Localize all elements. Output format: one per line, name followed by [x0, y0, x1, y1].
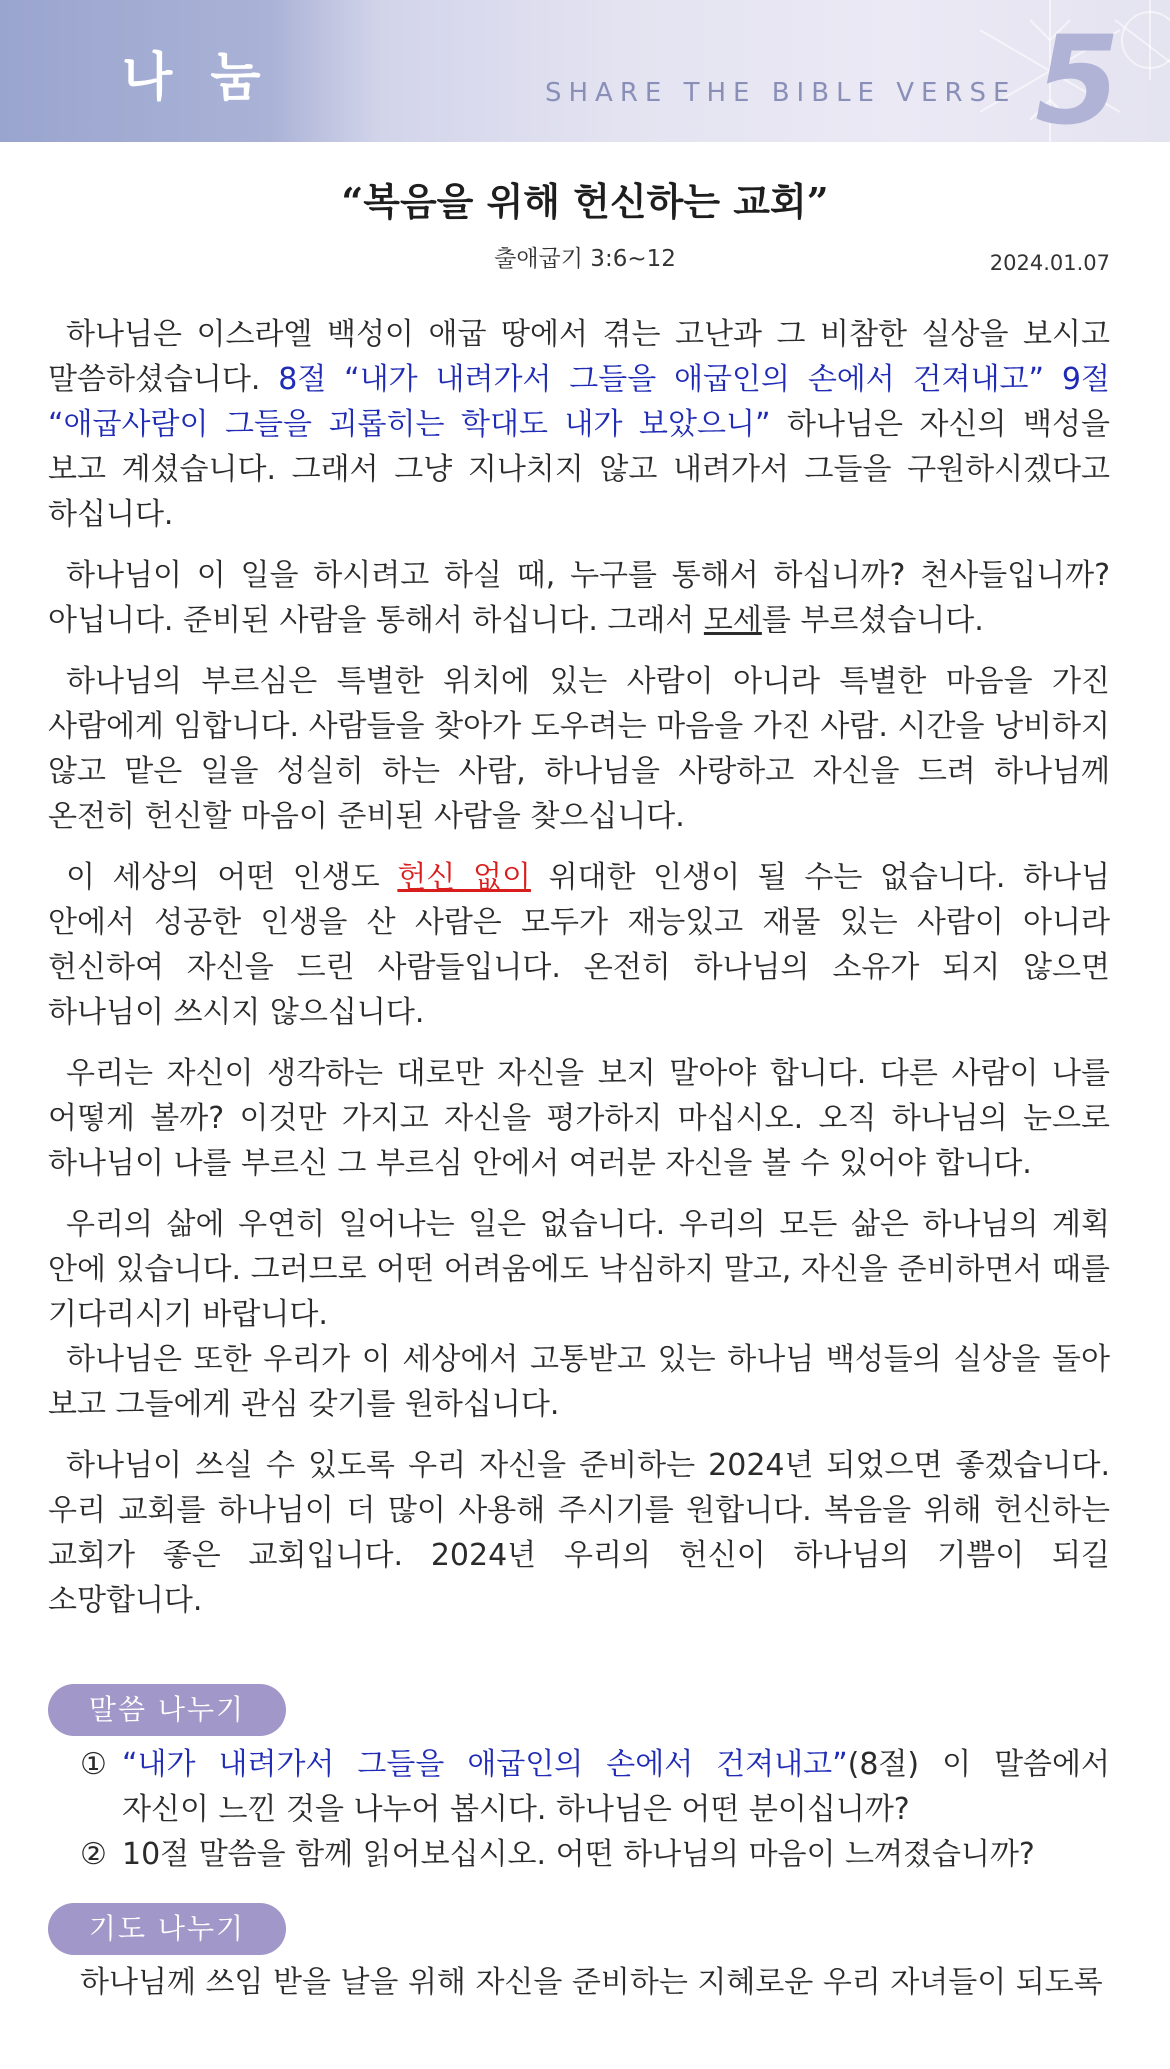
word-sharing-label: 말씀 나누기	[48, 1684, 286, 1736]
paragraph-1: 하나님은 이스라엘 백성이 애굽 땅에서 겪는 고난과 그 비참한 실상을 보시고 말씀하셨습니다. 8절 “내가 내려가서 그들을 애굽인의 손에서 건져내고” 9절 “애굽사람이 그들을 괴롭히는 학대도 내가 보았으니” 하나님은 자신의 백성을 보고 계셨습니다. 그래서 그냥 지나치지 않고 내려가서 그들을 구원하시겠다고 하십니다.	[48, 317, 1110, 532]
page-header	[0, 0, 1170, 142]
snowflake-decoration-icon	[850, 0, 1170, 142]
paragraph-8: 하나님이 쓰실 수 있도록 우리 자신을 준비하는 2024년 되었으면 좋겠습니다. 우리 교회를 하나님이 더 많이 사용해 주시기를 원합니다. 복음을 위해 헌신하는 교회가 좋은 교회입니다. 2024년 우리의 헌신이 하나님의 기쁨이 되길 소망합니다.	[48, 1448, 1110, 1618]
paragraph-3: 하나님의 부르심은 특별한 위치에 있는 사람이 아니라 특별한 마음을 가진 사람에게 임합니다. 사람들을 찾아가 도우려는 마음을 가진 사람. 시간을 낭비하지 않고 맡은 일을 성실히 하는 사람, 하나님을 사랑하고 자신을 드려 하나님께 온전히 헌신할 마음이 준비된 사람을 찾으십니다.	[48, 664, 1110, 834]
list-number: ①	[80, 1747, 107, 1782]
quoted-verse: 8절 “내가 내려가서 그들을 애굽인의 손에서 건져내고” 9절 “애굽사람이 그들을 괴롭히는 학대도 내가 보았으니”	[48, 362, 1110, 442]
emphasis-text: 헌신 없이	[397, 860, 531, 895]
list-item: ① “내가 내려가서 그들을 애굽인의 손에서 건져내고”(8절) 이 말씀에서 자신이 느낀 것을 나누어 봅시다. 하나님은 어떤 분이십니까?	[80, 1742, 1110, 1832]
prayer-text: 하나님께 쓰임 받을 날을 위해 자신을 준비하는 지혜로운 우리 자녀들이 되도록	[80, 1965, 1103, 2000]
paragraph-2: 하나님이 이 일을 하시려고 하실 때, 누구를 통해서 하십니까? 천사들입니까? 아닙니다. 준비된 사람을 통해서 하십니다. 그래서 모세를 부르셨습니다.	[48, 558, 1110, 638]
paragraph-7: 하나님은 또한 우리가 이 세상에서 고통받고 있는 하나님 백성들의 실상을 돌아 보고 그들에게 관심 갖기를 원하십니다.	[48, 1342, 1110, 1422]
header-number: 5	[1035, 10, 1120, 142]
sermon-date: 2024.01.07	[989, 251, 1110, 275]
quoted-verse: “내가 내려가서 그들을 애굽인의 손에서 건져내고”	[122, 1747, 848, 1782]
paragraph-6: 우리의 삶에 우연히 일어나는 일은 없습니다. 우리의 모든 삶은 하나님의 계획 안에 있습니다. 그러므로 어떤 어려움에도 낙심하지 말고, 자신을 준비하면서 때를 기다리시기 바랍니다.	[48, 1207, 1110, 1332]
prayer-sharing-label: 기도 나누기	[48, 1903, 286, 1955]
word-sharing-list	[80, 1742, 1110, 1877]
list-item: ② 10절 말씀을 함께 읽어보십시오. 어떤 하나님의 마음이 느껴졌습니까?	[80, 1832, 1110, 1877]
paragraph-5: 우리는 자신이 생각하는 대로만 자신을 보지 말아야 합니다. 다른 사람이 나를 어떻게 볼까? 이것만 가지고 자신을 평가하지 마십시오. 오직 하나님의 눈으로 하나님이 나를 부르신 그 부르심 안에서 여러분 자신을 볼 수 있어야 합니다.	[48, 1056, 1110, 1181]
header-title: 나 눔	[122, 48, 271, 108]
sermon-body	[48, 312, 1110, 1623]
sermon-title: “복음을 위해 헌신하는 교회”	[341, 179, 829, 224]
paragraph-4: 이 세상의 어떤 인생도 헌신 없이 위대한 인생이 될 수는 없습니다. 하나님 안에서 성공한 인생을 산 사람은 모두가 재능있고 재물 있는 사람이 아니라 헌신하여 자신을 드린 사람들입니다. 온전히 하나님의 소유가 되지 않으면 하나님이 쓰시지 않으십니다.	[48, 860, 1110, 1030]
list-number: ②	[80, 1837, 107, 1872]
underlined-name: 모세	[703, 603, 762, 638]
scripture-reference: 출애굽기 3:6~12	[494, 246, 676, 272]
header-subtitle: SHARE THE BIBLE VERSE	[545, 78, 1017, 108]
